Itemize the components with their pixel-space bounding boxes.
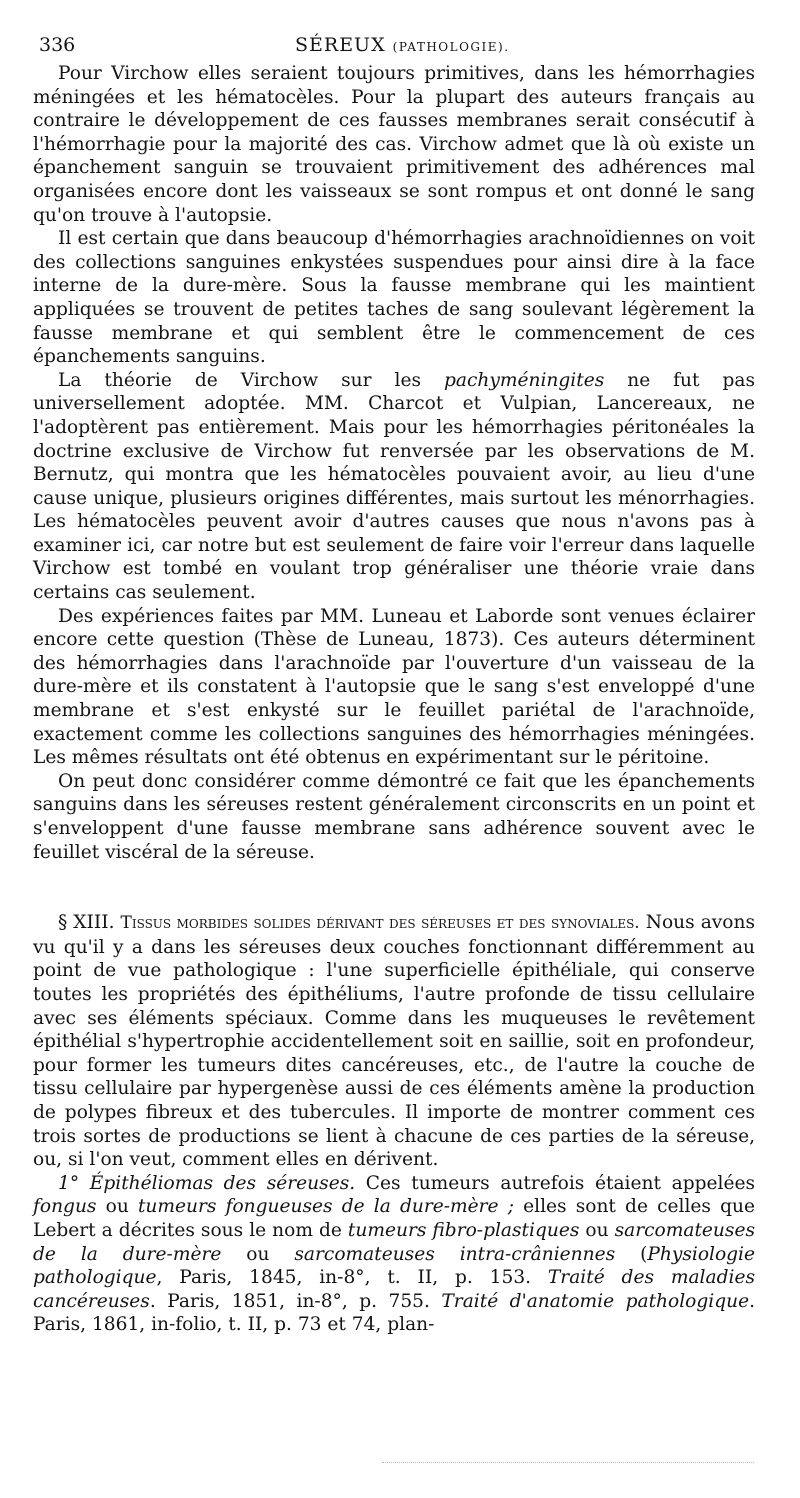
text-run: , Paris, 1845, in-8°, t. II, p. 153. bbox=[156, 1267, 548, 1289]
text-run: La théorie de Virchow sur les bbox=[58, 369, 444, 391]
paragraph: Il est certain que dans beaucoup d'hémorrhagies arachnoïdiennes on voit des collections sanguines enkystées suspendues pour ainsi dire à la face interne de la dure-mère. Sous la fausse membrane qui les maintient appliquées se trouvent de petites taches de sang soulevant légèrement la fausse membrane et qui semblent être le commencement de ces épanchements sanguins. bbox=[33, 228, 755, 368]
text-run: . Paris, 1861, in-folio, t. II, p. 73 et 74, plan- bbox=[33, 1290, 756, 1336]
running-head-subtitle: (PATHOLOGIE). bbox=[392, 40, 510, 54]
section-paragraph bbox=[33, 911, 755, 1172]
subsection-title: 1° Épithéliomas des séreuses. bbox=[58, 1172, 356, 1194]
running-head-title: SÉREUX bbox=[295, 34, 386, 56]
italic-term: sarcomateuses de la dure-mère bbox=[33, 1219, 755, 1265]
section-text: Nous avons vu qu'il y a dans les séreuses deux couches fonctionnant différemment au point de vue pathologique : l'une superficielle épithéliale, qui conserve toutes les propriétés des épithéliums, l'autre profonde de tissu cellulaire avec ses éléments spéciaux. Comme dans les muqueuses le revêtement épithélial s'hypertrophie accidentellement soit en saillie, soit en profondeur, pour former les tumeurs dites cancéreuses, etc., de l'autre la couche de tissu cellulaire par hypergenèse aussi de ces éléments amène la production de polypes fibreux et des tubercules. Il importe de montrer comment ces trois sortes de productions se lient à chacune de ces parties de la séreuse, ou, si l'on veut, comment elles en dérivent. bbox=[33, 912, 756, 1171]
paragraph: Pour Virchow elles seraient toujours primitives, dans les hémorrhagies méningées et les hématocèles. Pour la plupart des auteurs français au contraire le développement de ces fausses membranes serait consécutif à l'hémorrhagie pour la majorité des cas. Virchow admet que là où existe un épanchement sanguin se trouvaient primitivement des adhérences mal organisées encore dont les vaisseaux se sont rompus et ont donné le sang qu'on trouve à l'autopsie. bbox=[33, 63, 755, 226]
text-run: . Paris, 1851, in-8°, p. 755. bbox=[149, 1290, 442, 1312]
italic-term: Traité des maladies cancéreuses bbox=[33, 1267, 755, 1312]
italic-term: tumeurs fongueuses de la dure-mère ; bbox=[137, 1196, 514, 1218]
italic-term: sarcomateuses intra-crâniennes bbox=[294, 1243, 616, 1265]
italic-term: Physiologie pathologique bbox=[33, 1243, 756, 1289]
text-run: ou bbox=[221, 1243, 295, 1265]
section-gap bbox=[33, 864, 755, 911]
section-number: § XIII. bbox=[58, 912, 115, 934]
italic-term: pachyméningites bbox=[443, 369, 605, 391]
text-run: Ces tumeurs autrefois étaient appelées bbox=[355, 1172, 755, 1194]
italic-term: tumeurs fibro-plastiques bbox=[347, 1219, 580, 1241]
paragraph: Des expériences faites par MM. Luneau et Laborde sont venues éclairer encore cette question (Thèse de Luneau, 1873). Ces auteurs déterminent des hémorrhagies dans l'arachnoïde par l'ouverture d'un vaisseau de la dure-mère et ils constatent à l'autopsie que le sang s'est enveloppé d'une membrane et s'est enkysté sur le feuillet pariétal de l'arachnoïde, exactement comme les collections sanguines des hémorrhagies méningées. Les mêmes résultats ont été obtenus en expérimentant sur le péritoine. bbox=[33, 605, 755, 769]
text-run: ou bbox=[96, 1196, 138, 1218]
text-run: elles sont de celles que Lebert a décrites sous le nom de bbox=[33, 1196, 755, 1241]
text-run: ( bbox=[615, 1243, 648, 1265]
section-title: Tissus morbides solides dérivant des séreuses et des synoviales. bbox=[120, 913, 640, 934]
body-text bbox=[33, 62, 755, 1337]
paragraph: On peut donc considérer comme démontré ce fait que les épanchements sanguins dans les séreuses restent généralement circonscrits en un point et s'enveloppent d'une fausse membrane sans adhérence souvent avec le feuillet viscéral de la séreuse. bbox=[33, 770, 755, 863]
bleed-through-rule bbox=[382, 1462, 754, 1463]
italic-term: Traité d'anatomie pathologique bbox=[441, 1290, 750, 1312]
running-head bbox=[295, 34, 510, 56]
paragraph bbox=[33, 369, 755, 605]
italic-term: fongus bbox=[33, 1196, 97, 1218]
text-run: ne fut pas universellement adoptée. MM. Charcot et Vulpian, Lancereaux, ne l'adoptèrent pas entièrement. Mais pour les hémorrhagies péritonéales la doctrine exclusive de Virchow fut renversée par les observations de M. Bernutz, qui montra que les hématocèles pouvaient avoir, au lieu d'une cause unique, plusieurs origines différentes, mais surtout les ménorrhagies. Les hématocèles peuvent avoir d'autres causes que nous n'avons pas à examiner ici, car notre but est seulement de faire voir l'erreur dans laquelle Virchow est tombé en voulant trop généraliser une théorie vraie dans certains cas seulement. bbox=[33, 369, 755, 604]
page-number: 336 bbox=[39, 34, 76, 56]
text-run: ou bbox=[579, 1219, 615, 1241]
running-header bbox=[33, 34, 755, 58]
subsection-paragraph bbox=[33, 1172, 755, 1337]
